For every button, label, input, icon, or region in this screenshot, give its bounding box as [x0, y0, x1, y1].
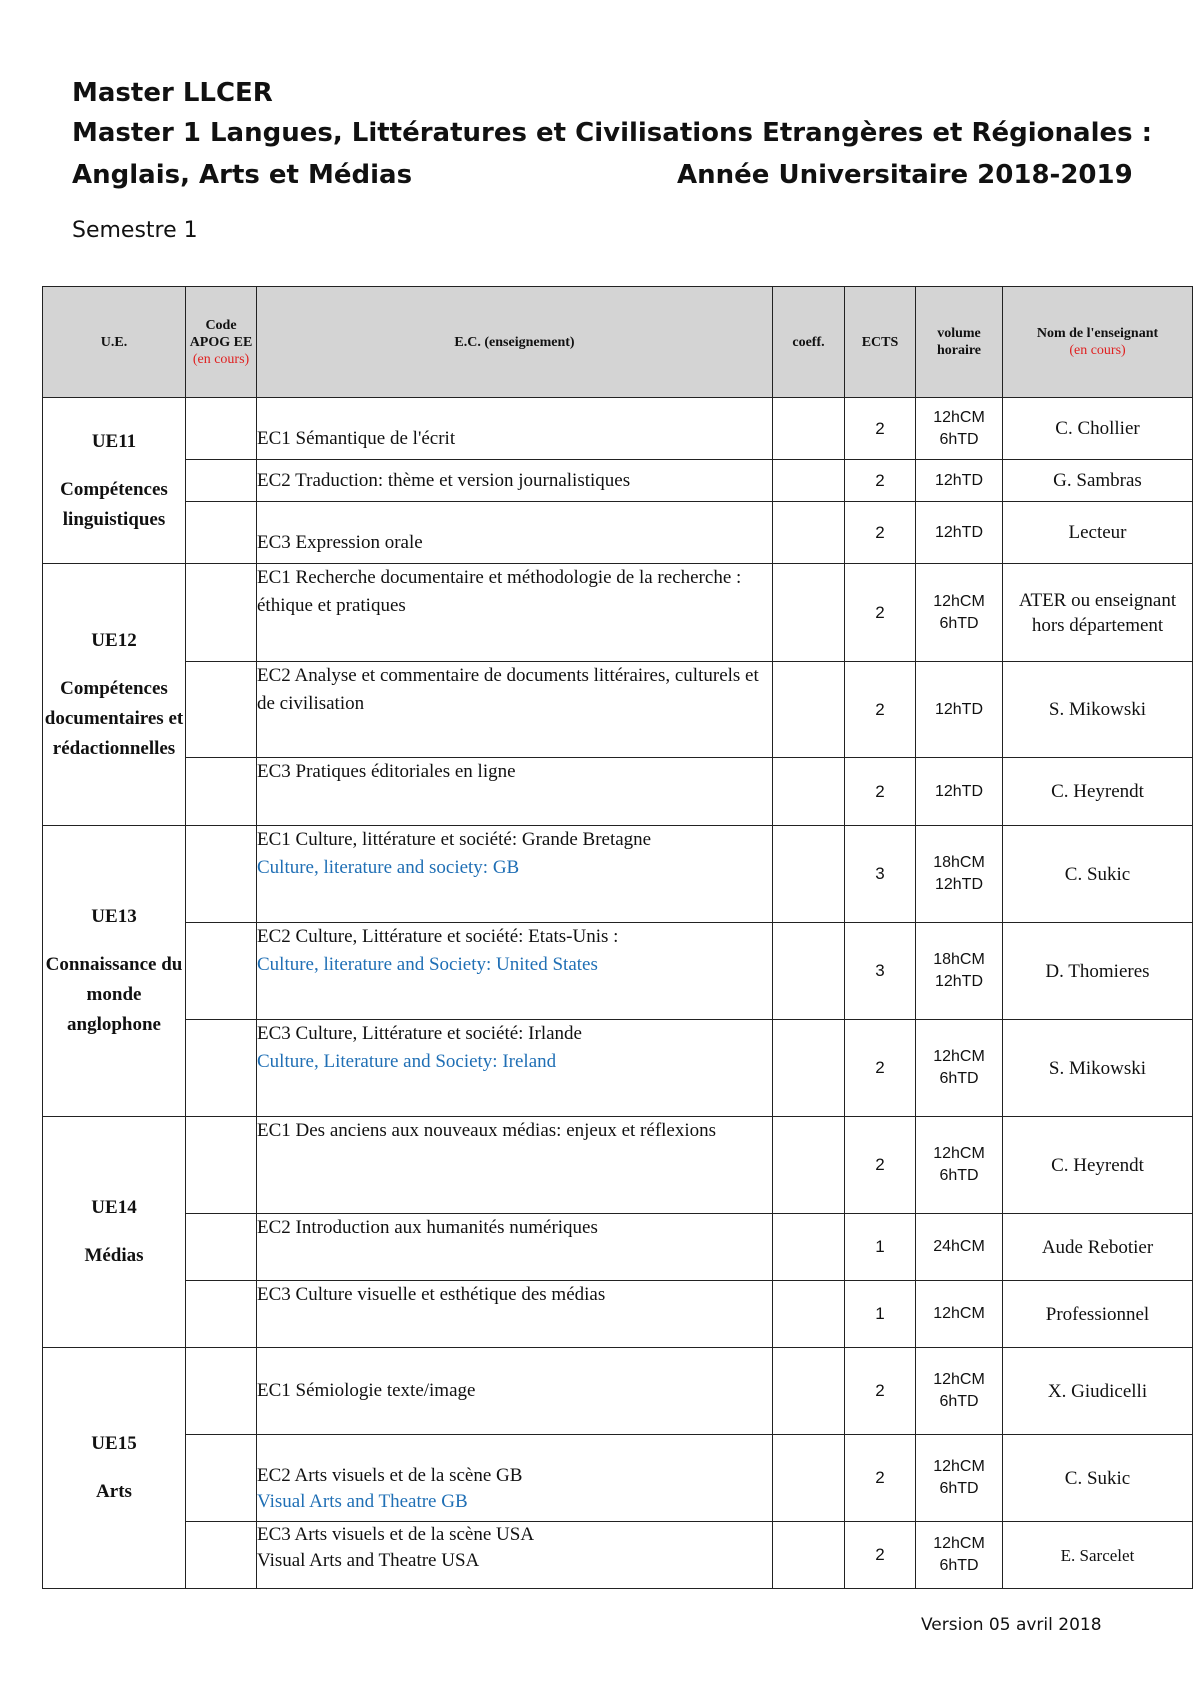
ec-title: EC2 Culture, Littérature et société: Etats-Unis :: [257, 926, 619, 947]
volume-cell: 12hTD: [916, 662, 1003, 758]
teacher-name: C. Heyrendt: [1003, 1117, 1193, 1214]
ue-code: UE14: [91, 1197, 137, 1218]
ec-title: EC2 Arts visuels et de la scène GB: [257, 1465, 523, 1486]
ec-title-english: Culture, literature and Society: United States: [257, 954, 598, 975]
header-coeff: coeff.: [773, 287, 845, 398]
coeff-cell: [773, 1117, 845, 1214]
ects-value: 2: [845, 1348, 916, 1435]
ec-title-english: Visual Arts and Theatre USA: [257, 1550, 480, 1571]
ec-cell: [257, 1020, 773, 1117]
ec-title: EC3 Expression orale: [257, 502, 773, 564]
table-row: [43, 1522, 1193, 1589]
coeff-cell: [773, 460, 845, 502]
table-row: [43, 758, 1193, 826]
ects-value: 2: [845, 1435, 916, 1522]
coeff-cell: [773, 1348, 845, 1435]
ects-value: 2: [845, 1117, 916, 1214]
semester-label: Semestre 1: [72, 218, 198, 243]
apogee-cell: [186, 758, 257, 826]
volume-cell: 24hCM: [916, 1214, 1003, 1281]
volume-cell: 12hTD: [916, 758, 1003, 826]
ects-value: 2: [845, 564, 916, 662]
table-header-row: [43, 287, 1193, 398]
volume-cell: 12hCM 6hTD: [916, 398, 1003, 460]
ects-value: 2: [845, 758, 916, 826]
table-row: [43, 826, 1193, 923]
ec-title: EC3 Arts visuels et de la scène USA: [257, 1524, 535, 1545]
ue-cell: [43, 1348, 186, 1589]
ue-name: Connaissance du monde anglophone: [45, 954, 183, 1035]
ue-cell: [43, 398, 186, 564]
apogee-cell: [186, 1522, 257, 1589]
teacher-name: G. Sambras: [1003, 460, 1193, 502]
ec-cell: [257, 923, 773, 1020]
ects-value: 2: [845, 662, 916, 758]
header-apogee: Code APOG EE (en cours): [186, 287, 257, 398]
coeff-cell: [773, 826, 845, 923]
teacher-name: Aude Rebotier: [1003, 1214, 1193, 1281]
apogee-cell: [186, 1117, 257, 1214]
coeff-cell: [773, 1214, 845, 1281]
ec-title: EC1 Sémiologie texte/image: [257, 1348, 773, 1435]
ue-name: Arts: [96, 1481, 132, 1502]
ue-name: Médias: [84, 1245, 144, 1266]
apogee-cell: [186, 1020, 257, 1117]
ec-title-english: Culture, Literature and Society: Ireland: [257, 1051, 557, 1072]
volume-cell: 12hCM 6hTD: [916, 1435, 1003, 1522]
teacher-name: ATER ou enseignant hors département: [1003, 564, 1193, 662]
coeff-cell: [773, 1522, 845, 1589]
ue-name: Compétences documentaires et rédactionnelles: [44, 677, 184, 759]
ue-code: UE15: [91, 1433, 137, 1454]
volume-cell: 12hCM 6hTD: [916, 1522, 1003, 1589]
ec-title: EC1 Sémantique de l'écrit: [257, 398, 773, 460]
ec-title-english: Culture, literature and society: GB: [257, 857, 520, 878]
volume-cell: 12hCM: [916, 1281, 1003, 1348]
table-row: [43, 460, 1193, 502]
table-row: [43, 1281, 1193, 1348]
ec-title: EC2 Introduction aux humanités numériques: [257, 1214, 773, 1281]
teacher-name: D. Thomieres: [1003, 923, 1193, 1020]
ec-cell: [257, 1435, 773, 1522]
ec-title: EC1 Recherche documentaire et méthodologie de la recherche : éthique et pratiques: [257, 564, 773, 662]
teacher-name: C. Chollier: [1003, 398, 1193, 460]
table-row: [43, 1214, 1193, 1281]
teacher-name: Lecteur: [1003, 502, 1193, 564]
apogee-cell: [186, 460, 257, 502]
ue-cell: [43, 1117, 186, 1348]
ec-title: EC2 Traduction: thème et version journalistiques: [257, 460, 773, 502]
ects-value: 2: [845, 1020, 916, 1117]
ec-cell: [257, 826, 773, 923]
coeff-cell: [773, 398, 845, 460]
volume-cell: 12hCM 6hTD: [916, 564, 1003, 662]
volume-cell: 12hCM 6hTD: [916, 1117, 1003, 1214]
ects-value: 3: [845, 826, 916, 923]
apogee-cell: [186, 662, 257, 758]
apogee-cell: [186, 1435, 257, 1522]
coeff-cell: [773, 1020, 845, 1117]
coeff-cell: [773, 1281, 845, 1348]
volume-cell: 18hCM 12hTD: [916, 923, 1003, 1020]
ec-title: EC3 Pratiques éditoriales en ligne: [257, 758, 773, 826]
program-specialty: Anglais, Arts et Médias: [72, 160, 413, 190]
program-subtitle: Master 1 Langues, Littératures et Civilisations Etrangères et Régionales :: [72, 118, 1153, 148]
ects-value: 3: [845, 923, 916, 1020]
coeff-cell: [773, 564, 845, 662]
version-note: Version 05 avril 2018: [921, 1615, 1102, 1635]
table-row: [43, 1435, 1193, 1522]
apogee-cell: [186, 1214, 257, 1281]
ue-name: Compétences linguistiques: [60, 478, 168, 530]
teacher-name: X. Giudicelli: [1003, 1348, 1193, 1435]
apogee-cell: [186, 1281, 257, 1348]
table-row: [43, 502, 1193, 564]
ects-value: 2: [845, 398, 916, 460]
program-title: Master LLCER: [72, 78, 273, 108]
volume-cell: 18hCM 12hTD: [916, 826, 1003, 923]
volume-cell: 12hCM 6hTD: [916, 1348, 1003, 1435]
ects-value: 2: [845, 1522, 916, 1589]
header-ue: U.E.: [43, 287, 186, 398]
teacher-name: C. Sukic: [1003, 1435, 1193, 1522]
table-row: [43, 923, 1193, 1020]
coeff-cell: [773, 662, 845, 758]
ec-title-english: Visual Arts and Theatre GB: [257, 1491, 468, 1512]
teacher-name: C. Sukic: [1003, 826, 1193, 923]
apogee-cell: [186, 923, 257, 1020]
coeff-cell: [773, 758, 845, 826]
teacher-name: E. Sarcelet: [1003, 1522, 1193, 1589]
teacher-name: Professionnel: [1003, 1281, 1193, 1348]
volume-cell: 12hTD: [916, 460, 1003, 502]
table-row: [43, 1348, 1193, 1435]
header-volume: volume horaire: [916, 287, 1003, 398]
apogee-cell: [186, 826, 257, 923]
ue-code: UE11: [91, 430, 137, 452]
ects-value: 2: [845, 460, 916, 502]
table-row: [43, 662, 1193, 758]
header-ec: E.C. (enseignement): [257, 287, 773, 398]
apogee-cell: [186, 1348, 257, 1435]
coeff-cell: [773, 923, 845, 1020]
header-ects: ECTS: [845, 287, 916, 398]
academic-year: Année Universitaire 2018-2019: [677, 160, 1133, 190]
teacher-name: S. Mikowski: [1003, 662, 1193, 758]
ects-value: 2: [845, 502, 916, 564]
header-apogee-note: (en cours): [192, 351, 250, 367]
coeff-cell: [773, 502, 845, 564]
ec-title: EC2 Analyse et commentaire de documents littéraires, culturels et de civilisation: [257, 662, 773, 758]
teacher-name: C. Heyrendt: [1003, 758, 1193, 826]
teacher-name: S. Mikowski: [1003, 1020, 1193, 1117]
coeff-cell: [773, 1435, 845, 1522]
ec-title: EC1 Culture, littérature et société: Grande Bretagne: [257, 829, 652, 850]
table-row: [43, 398, 1193, 460]
table-row: [43, 1117, 1193, 1214]
table-row: [43, 1020, 1193, 1117]
apogee-cell: [186, 502, 257, 564]
ue-code: UE13: [91, 906, 137, 927]
ec-cell: [257, 1522, 773, 1589]
ects-value: 1: [845, 1281, 916, 1348]
apogee-cell: [186, 398, 257, 460]
header-teacher: Nom de l'enseignant (en cours): [1003, 287, 1193, 398]
course-table: [42, 286, 1193, 1589]
volume-cell: 12hTD: [916, 502, 1003, 564]
ec-title: EC1 Des anciens aux nouveaux médias: enjeux et réflexions: [257, 1117, 773, 1214]
ec-title: EC3 Culture, Littérature et société: Irlande: [257, 1023, 582, 1044]
header-teacher-note: (en cours): [1069, 343, 1126, 358]
ects-value: 1: [845, 1214, 916, 1281]
ue-cell: [43, 564, 186, 826]
apogee-cell: [186, 564, 257, 662]
ue-cell: [43, 826, 186, 1117]
ec-title: EC3 Culture visuelle et esthétique des médias: [257, 1281, 773, 1348]
ue-code: UE12: [91, 629, 137, 651]
table-row: [43, 564, 1193, 662]
volume-cell: 12hCM 6hTD: [916, 1020, 1003, 1117]
